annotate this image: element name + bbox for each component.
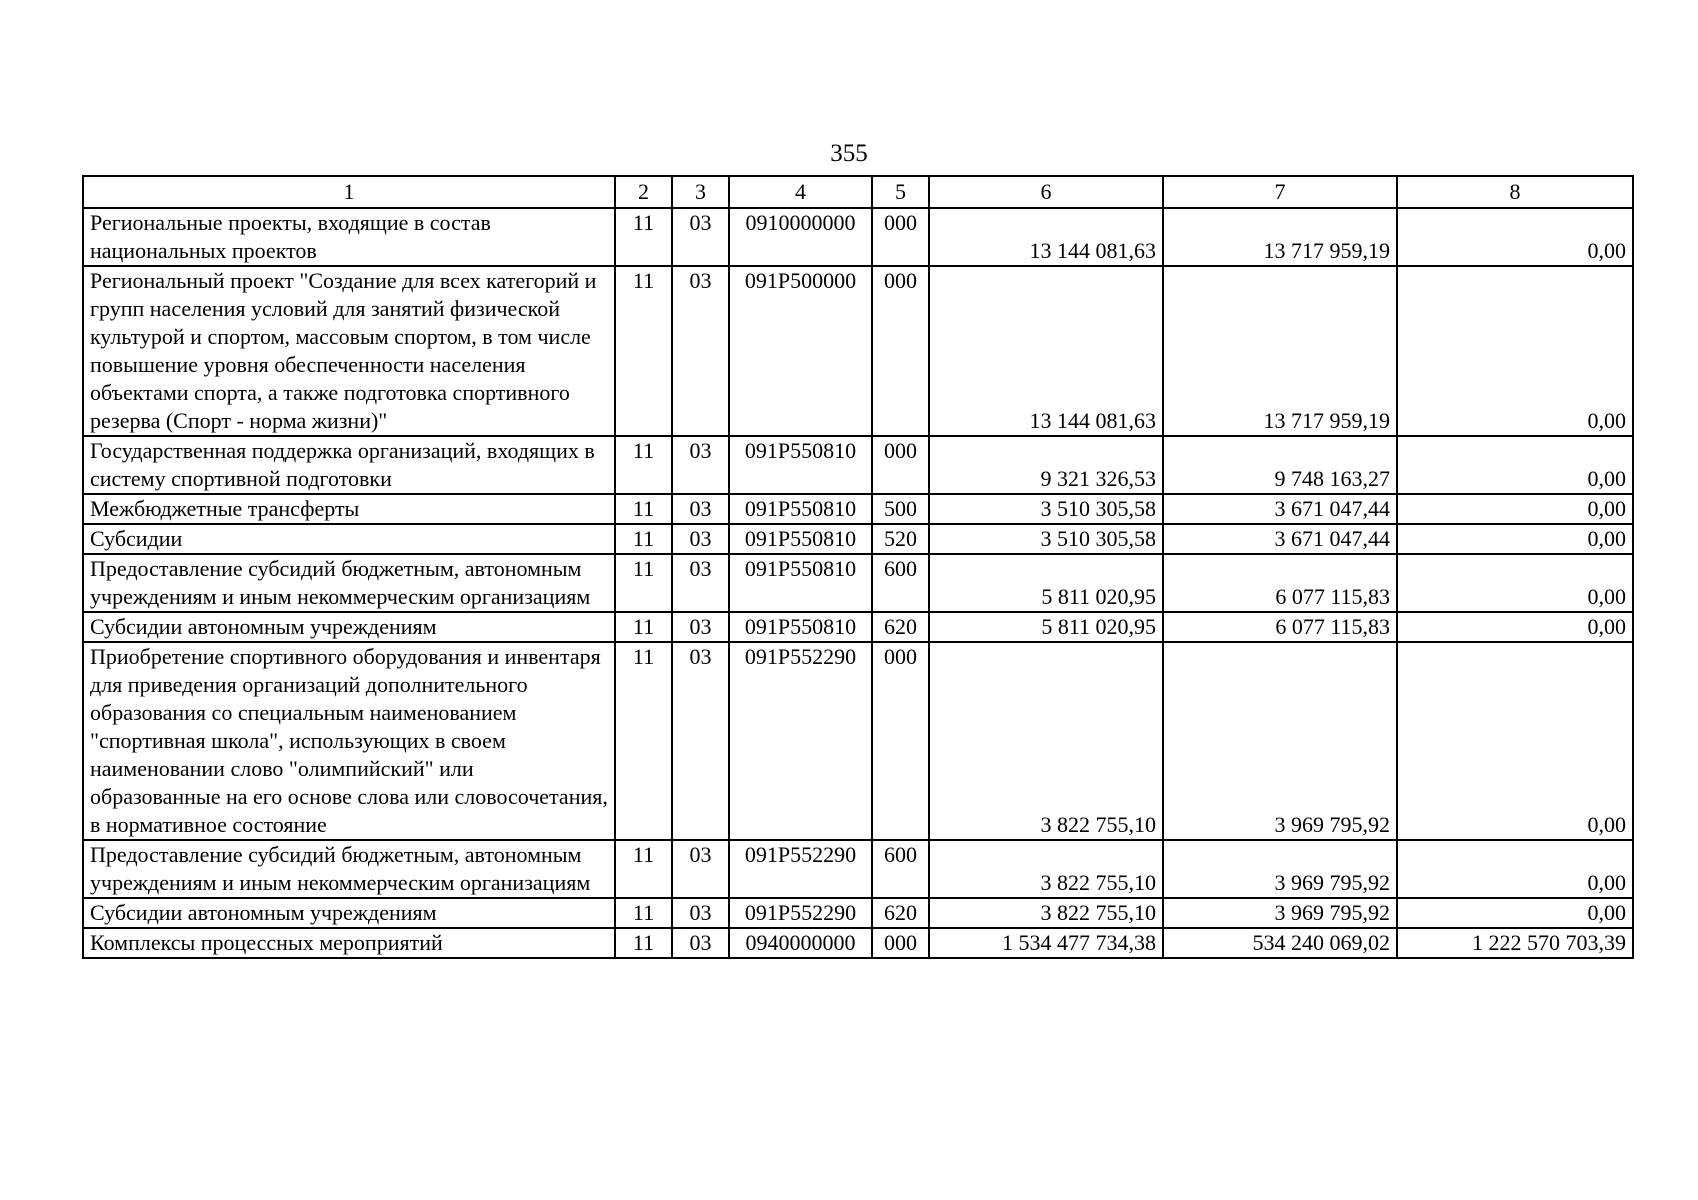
amount-value: 5 811 020,95: [1041, 614, 1156, 639]
expense-type-cell: 000: [872, 266, 929, 436]
expense-type-cell: 000: [872, 208, 929, 266]
amount-value: 3 671 047,44: [1274, 526, 1390, 551]
amount-col7-cell: [1163, 208, 1397, 266]
amount-value: 3 969 795,92: [1274, 812, 1390, 837]
column-header: 7: [1163, 176, 1397, 208]
section-code-cell: 11: [615, 524, 672, 554]
amount-value: 3 671 047,44: [1274, 496, 1390, 521]
amount-col6-cell: [929, 928, 1163, 958]
row-name-cell: Предоставление субсидий бюджетным, автономным учреждениям и иным некоммерческим организациям: [83, 554, 615, 612]
amount-col6-cell: [929, 266, 1163, 436]
budget-table: [82, 175, 1634, 959]
section-code-cell: 11: [615, 554, 672, 612]
table-row: [83, 928, 1633, 958]
table-row: [83, 642, 1633, 840]
table-row: [83, 436, 1633, 494]
amount-col7-cell: [1163, 494, 1397, 524]
amount-value: 0,00: [1587, 614, 1626, 639]
row-name-cell: Приобретение спортивного оборудования и инвентаря для приведения организаций дополнительного образования со специальным наименованием "спортивная школа", использующих в своем наименовании слово "олимпийский" или образованные на его основе слова или словосочетания, в нормативное состояние: [83, 642, 615, 840]
section-code-cell: 11: [615, 494, 672, 524]
expense-type-cell: 000: [872, 642, 929, 840]
amount-value: 0,00: [1587, 870, 1626, 895]
amount-col8-cell: [1397, 840, 1633, 898]
amount-col7-cell: [1163, 898, 1397, 928]
subsection-code-cell: 03: [672, 494, 729, 524]
amount-value: 534 240 069,02: [1252, 930, 1390, 955]
amount-value: 13 144 081,63: [1029, 238, 1156, 263]
row-name-cell: Субсидии автономным учреждениям: [83, 898, 615, 928]
amount-value: 9 321 326,53: [1040, 466, 1156, 491]
amount-col7-cell: [1163, 840, 1397, 898]
amount-value: 3 510 305,58: [1040, 526, 1156, 551]
amount-value: 0,00: [1587, 584, 1626, 609]
subsection-code-cell: 03: [672, 840, 729, 898]
table-row: [83, 554, 1633, 612]
amount-col6-cell: [929, 612, 1163, 642]
amount-col7-cell: [1163, 554, 1397, 612]
section-code-cell: 11: [615, 840, 672, 898]
amount-col6-cell: [929, 208, 1163, 266]
amount-col8-cell: [1397, 494, 1633, 524]
amount-value: 3 822 755,10: [1040, 812, 1156, 837]
amount-value: 0,00: [1587, 496, 1626, 521]
subsection-code-cell: 03: [672, 928, 729, 958]
amount-value: 3 822 755,10: [1040, 900, 1156, 925]
amount-value: 3 969 795,92: [1274, 870, 1390, 895]
amount-col8-cell: [1397, 524, 1633, 554]
amount-col6-cell: [929, 840, 1163, 898]
table-row: [83, 266, 1633, 436]
column-header: 2: [615, 176, 672, 208]
subsection-code-cell: 03: [672, 554, 729, 612]
amount-value: 0,00: [1587, 900, 1626, 925]
table-row: [83, 524, 1633, 554]
amount-value: 6 077 115,83: [1275, 614, 1390, 639]
page-number: 355: [830, 140, 868, 167]
amount-col8-cell: [1397, 928, 1633, 958]
table-row: [83, 208, 1633, 266]
column-header: 5: [872, 176, 929, 208]
amount-col8-cell: [1397, 612, 1633, 642]
expense-type-cell: 000: [872, 928, 929, 958]
amount-value: 13 717 959,19: [1263, 238, 1390, 263]
target-article-cell: 091P550810: [729, 494, 872, 524]
subsection-code-cell: 03: [672, 208, 729, 266]
amount-col8-cell: [1397, 436, 1633, 494]
column-header: 6: [929, 176, 1163, 208]
amount-col8-cell: [1397, 208, 1633, 266]
section-code-cell: 11: [615, 266, 672, 436]
expense-type-cell: 000: [872, 436, 929, 494]
amount-col6-cell: [929, 554, 1163, 612]
row-name-cell: Государственная поддержка организаций, входящих в систему спортивной подготовки: [83, 436, 615, 494]
amount-value: 6 077 115,83: [1275, 584, 1390, 609]
amount-value: 1 534 477 734,38: [1002, 930, 1156, 955]
expense-type-cell: 600: [872, 840, 929, 898]
row-name-cell: Субсидии: [83, 524, 615, 554]
amount-col7-cell: [1163, 612, 1397, 642]
amount-value: 3 822 755,10: [1040, 870, 1156, 895]
amount-col7-cell: [1163, 928, 1397, 958]
amount-value: 0,00: [1587, 812, 1626, 837]
amount-value: 0,00: [1587, 408, 1626, 433]
target-article-cell: 091P550810: [729, 554, 872, 612]
expense-type-cell: 600: [872, 554, 929, 612]
target-article-cell: 091P500000: [729, 266, 872, 436]
amount-col6-cell: [929, 524, 1163, 554]
subsection-code-cell: 03: [672, 266, 729, 436]
amount-value: 0,00: [1587, 526, 1626, 551]
target-article-cell: 091P550810: [729, 524, 872, 554]
amount-col7-cell: [1163, 266, 1397, 436]
section-code-cell: 11: [615, 928, 672, 958]
subsection-code-cell: 03: [672, 612, 729, 642]
amount-col8-cell: [1397, 554, 1633, 612]
table-row: [83, 840, 1633, 898]
target-article-cell: 091P552290: [729, 898, 872, 928]
expense-type-cell: 520: [872, 524, 929, 554]
amount-value: 9 748 163,27: [1274, 466, 1390, 491]
section-code-cell: 11: [615, 898, 672, 928]
column-header: 1: [83, 176, 615, 208]
row-name-cell: Комплексы процессных мероприятий: [83, 928, 615, 958]
subsection-code-cell: 03: [672, 898, 729, 928]
amount-col6-cell: [929, 494, 1163, 524]
column-header: 4: [729, 176, 872, 208]
amount-value: 3 969 795,92: [1274, 900, 1390, 925]
row-name-cell: Межбюджетные трансферты: [83, 494, 615, 524]
target-article-cell: 091P550810: [729, 612, 872, 642]
amount-value: 13 717 959,19: [1263, 408, 1390, 433]
table-header-row: [83, 176, 1633, 208]
expense-type-cell: 620: [872, 898, 929, 928]
expense-type-cell: 620: [872, 612, 929, 642]
section-code-cell: 11: [615, 208, 672, 266]
amount-col7-cell: [1163, 524, 1397, 554]
table-row: [83, 494, 1633, 524]
row-name-cell: Региональные проекты, входящие в состав национальных проектов: [83, 208, 615, 266]
column-header: 8: [1397, 176, 1633, 208]
table-row: [83, 612, 1633, 642]
target-article-cell: 091P552290: [729, 840, 872, 898]
table-row: [83, 898, 1633, 928]
expense-type-cell: 500: [872, 494, 929, 524]
column-header: 3: [672, 176, 729, 208]
amount-value: 0,00: [1587, 238, 1626, 263]
subsection-code-cell: 03: [672, 524, 729, 554]
amount-col6-cell: [929, 642, 1163, 840]
amount-value: 13 144 081,63: [1029, 408, 1156, 433]
amount-col8-cell: [1397, 642, 1633, 840]
target-article-cell: 091P550810: [729, 436, 872, 494]
target-article-cell: 0940000000: [729, 928, 872, 958]
target-article-cell: 091P552290: [729, 642, 872, 840]
row-name-cell: Региональный проект "Создание для всех категорий и групп населения условий для занятий физической культурой и спортом, массовым спортом, в том числе повышение уровня обеспеченности населения объектами спорта, а также подготовка спортивного резерва (Спорт - норма жизни)": [83, 266, 615, 436]
amount-value: 1 222 570 703,39: [1472, 930, 1626, 955]
amount-col7-cell: [1163, 436, 1397, 494]
row-name-cell: Субсидии автономным учреждениям: [83, 612, 615, 642]
amount-value: 0,00: [1587, 466, 1626, 491]
amount-col6-cell: [929, 898, 1163, 928]
subsection-code-cell: 03: [672, 436, 729, 494]
section-code-cell: 11: [615, 642, 672, 840]
amount-col8-cell: [1397, 898, 1633, 928]
section-code-cell: 11: [615, 612, 672, 642]
section-code-cell: 11: [615, 436, 672, 494]
target-article-cell: 0910000000: [729, 208, 872, 266]
amount-col7-cell: [1163, 642, 1397, 840]
amount-col8-cell: [1397, 266, 1633, 436]
subsection-code-cell: 03: [672, 642, 729, 840]
amount-value: 3 510 305,58: [1040, 496, 1156, 521]
row-name-cell: Предоставление субсидий бюджетным, автономным учреждениям и иным некоммерческим организациям: [83, 840, 615, 898]
amount-value: 5 811 020,95: [1041, 584, 1156, 609]
amount-col6-cell: [929, 436, 1163, 494]
